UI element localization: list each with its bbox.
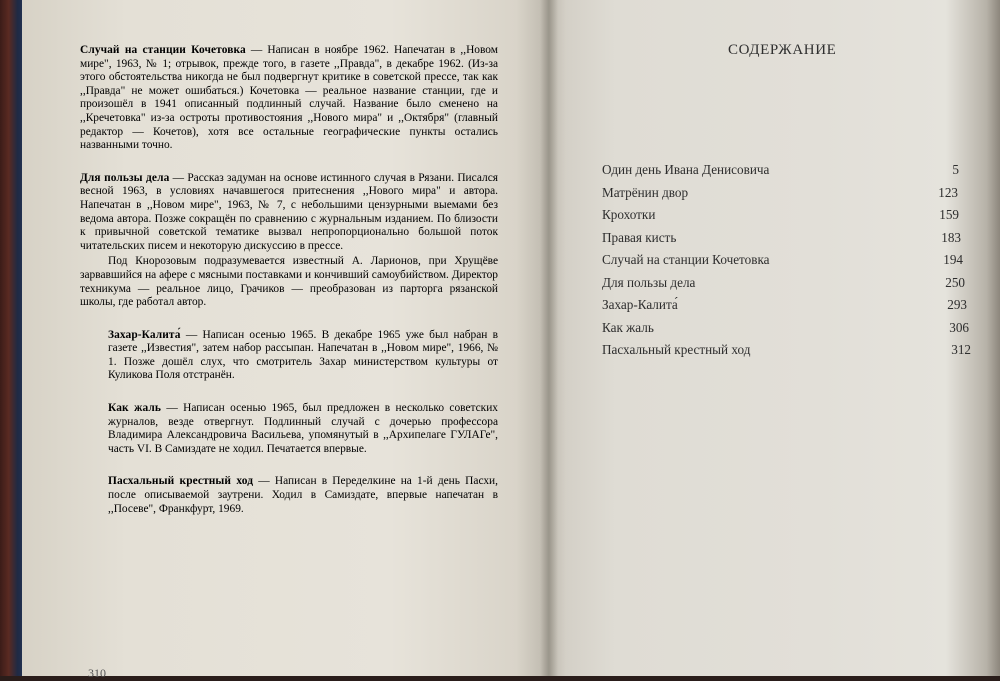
note-dlya-polzy-dela bbox=[80, 172, 498, 310]
note-text: — Написан осенью 1965, был предложен в несколько советских журналов, везде отвергнут. Подлинный случай с дочерью профессора Владимира Александровича Васильева, упомянутый в ,,Архипелаге ГУЛАГе", часть VI. В Самиздате не ходил. Печатается впервые. bbox=[108, 402, 499, 455]
toc-entry-title: Матрёнин двор bbox=[602, 184, 689, 200]
note-text: — Написан в ноябре 1962. Напечатан в ,,Новом мире", 1963, № 1; отрывок, прежде того, в газете ,,Правда", в декабре 1962. (Из-за этого обстоятельства никогда не был подвергнут критике в советской прессе, так как ,,Правда" не может ошибаться.) Кочетовка — реальное название станции, где и произошёл в 1941 описанный подлинный случай. Название было сменено на ,,Кречетовка" из-за остроты противостояния ,,Нового мира" и ,,Октября" (главный редактор — Кочетов), хотя все остальные географические пункты остались названными точно. bbox=[80, 44, 498, 152]
toc-entry-page: 312 bbox=[951, 342, 971, 357]
table-of-contents bbox=[602, 162, 971, 365]
note-title: Случай на станции Кочетовка bbox=[80, 44, 246, 56]
toc-entry bbox=[602, 319, 969, 343]
toc-entry-title: Пасхальный крестный ход bbox=[602, 342, 751, 357]
toc-entry-title: Как жаль bbox=[602, 319, 654, 335]
note-kochetovka bbox=[80, 44, 498, 153]
toc-entry-page: 123 bbox=[938, 184, 958, 200]
toc-heading: СОДЕРЖАНИЕ bbox=[728, 42, 837, 58]
toc-entry-page: 159 bbox=[939, 207, 959, 222]
author-notes bbox=[80, 44, 498, 535]
toc-entry-page: 306 bbox=[949, 319, 969, 335]
note-title: Для пользы дела bbox=[80, 171, 170, 184]
toc-entry bbox=[602, 274, 965, 298]
book-cover-edge bbox=[0, 0, 22, 676]
toc-entry-page: 293 bbox=[947, 297, 967, 312]
toc-entry bbox=[602, 297, 967, 320]
book-gutter bbox=[540, 0, 558, 676]
toc-entry bbox=[602, 229, 961, 253]
toc-entry bbox=[602, 162, 957, 185]
note-text: — Написан в Переделкине на 1-й день Пасхи, после описываемой заутрени. Ходил в Самиздате, впервые напечатан в ,,Посеве", Франкфурт, 1969. bbox=[108, 475, 498, 515]
toc-entry-title: Для пользы дела bbox=[602, 274, 696, 290]
toc-entry-title: Один день Ивана Денисовича bbox=[602, 162, 770, 177]
toc-entry-page: 183 bbox=[941, 229, 961, 245]
note-title: Как жаль bbox=[108, 402, 161, 415]
note-text: — Рассказ задуман на основе истинного случая в Рязани. Писался весной 1963, в условиях начавшегося притеснения ,,Нового мира" и автора. Напечатан в ,,Новом мире", 1963, № 7, с небольшими цензурными выемами без ведома автора. Позже сокращён по сравнению с журнальным изданием. По близости к привычной советской тематике вызвал непропорционально большой поток читательских писем и некоторую дискуссию в прессе. bbox=[80, 171, 498, 252]
toc-entry-page: 250 bbox=[945, 274, 965, 290]
toc-entry-title: Захар-Калита́ bbox=[602, 297, 678, 312]
note-paskhalny-khod bbox=[108, 475, 498, 516]
toc-entry bbox=[602, 342, 971, 365]
toc-entry bbox=[602, 252, 963, 275]
note-title: Захар-Калита́ bbox=[108, 328, 181, 341]
page-number: 310 bbox=[88, 666, 106, 680]
note-text: Под Кнорозовым подразумевается известный А. Ларионов, при Хрущёве зарвавшийся на афере с мясными поставками и кончивший самоубийством. Директор техникума — реальное лицо, Грачиков — преобразован из парторга рязанской школы, где работал автор. bbox=[80, 255, 498, 309]
toc-entry-title: Правая кисть bbox=[602, 229, 677, 245]
toc-entry bbox=[602, 185, 957, 208]
note-kak-zhal bbox=[108, 402, 498, 456]
toc-entry-title: Случай на станции Кочетовка bbox=[602, 252, 770, 267]
toc-entry-title: Крохотки bbox=[602, 207, 656, 222]
toc-entry bbox=[602, 207, 957, 230]
toc-entry-page: 194 bbox=[943, 252, 963, 267]
toc-entry-page: 5 bbox=[952, 162, 959, 177]
note-text: — Написан осенью 1965. В декабре 1965 уже был набран в газете ,,Известия", затем набор рассыпан. Напечатан в ,,Новом мире", 1966, № 1. Позже дошёл слух, что смотритель Захар министерством культуры от Куликова Поля отстранён. bbox=[108, 328, 498, 382]
note-zakhar-kalita bbox=[108, 329, 498, 383]
note-title: Пасхальный крестный ход bbox=[108, 475, 254, 488]
